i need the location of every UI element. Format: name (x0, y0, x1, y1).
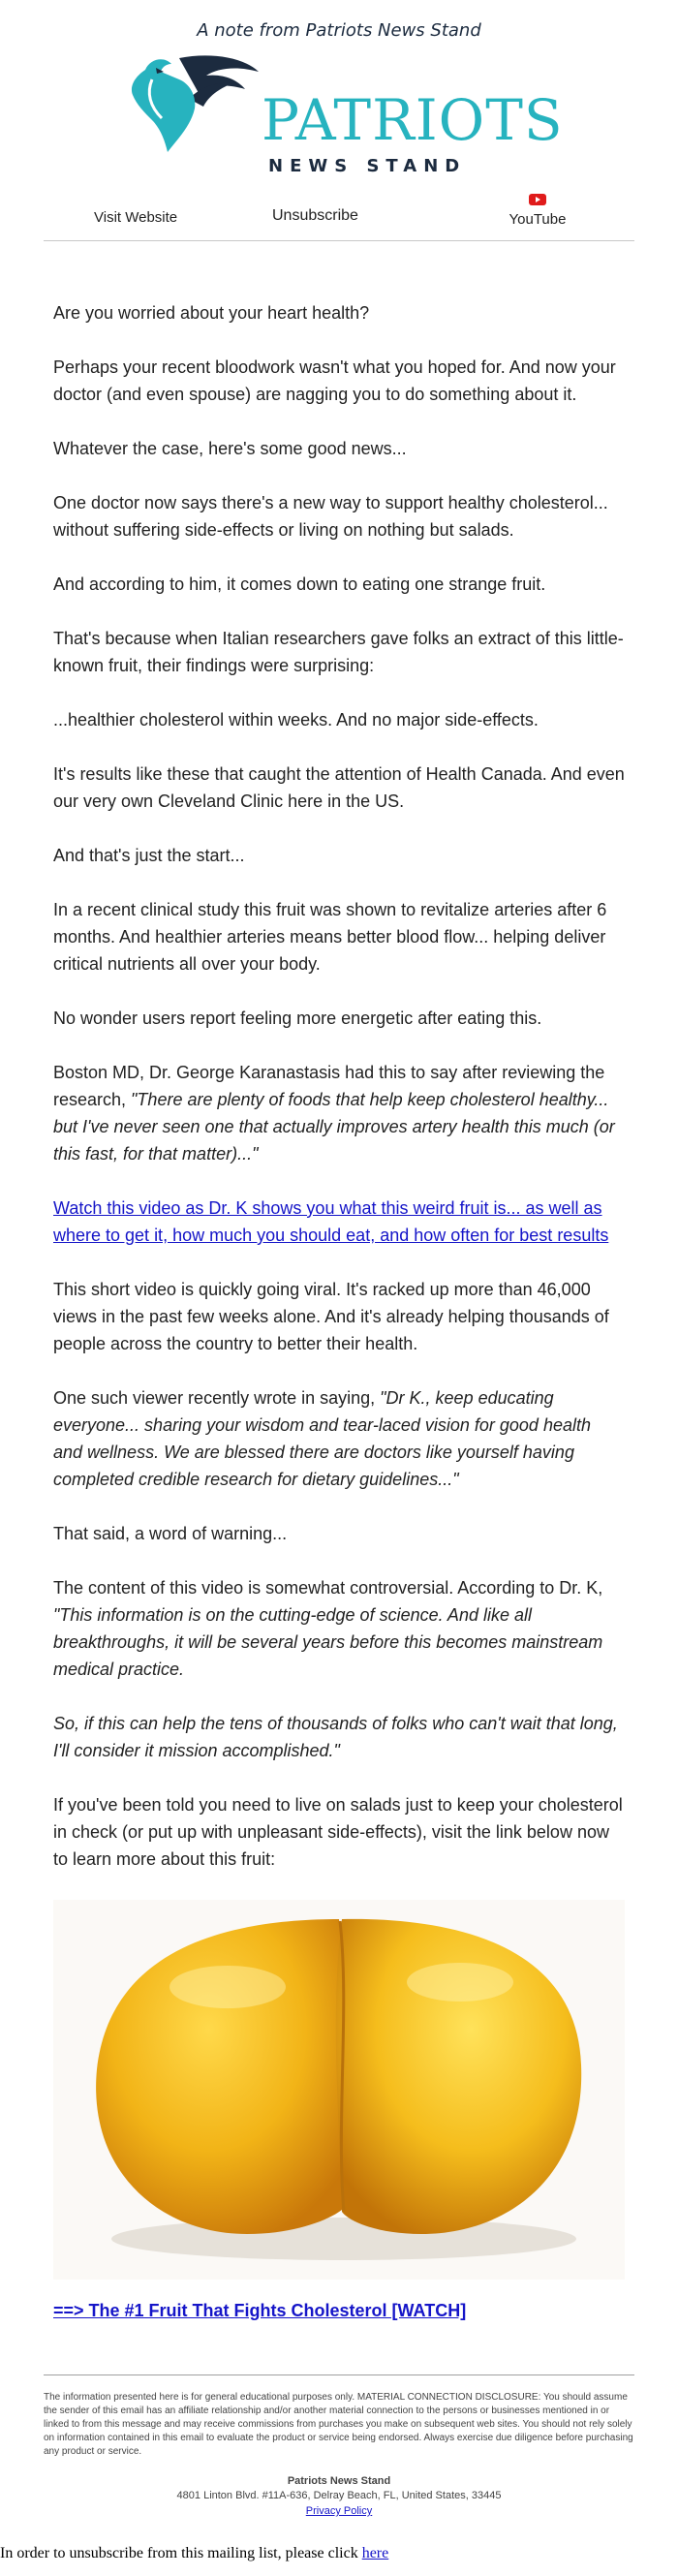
logo-subtitle: NEWS STAND (268, 156, 467, 176)
paragraph-text: One such viewer recently wrote in saying, (53, 1388, 381, 1408)
email-body (53, 241, 625, 1873)
quote-paragraph (53, 1059, 625, 1167)
email-header (44, 0, 634, 241)
fruit-video-cta-link[interactable]: ==> The #1 Fruit That Fights Cholesterol [WATCH] (53, 2301, 467, 2320)
email-footer (44, 2374, 634, 2519)
paragraph: ...healthier cholesterol within weeks. And no major side-effects. (53, 710, 539, 729)
video-link-paragraph (53, 1195, 625, 1249)
doctor-quote: So, if this can help the tens of thousands of folks who can't wait that long, I'll consider it mission accomplished." (53, 1714, 618, 1760)
youtube-link[interactable]: YouTube (508, 211, 567, 228)
doctor-quote: "This information is on the cutting-edge of science. And like all breakthroughs, it will be several years before this becomes mainstream medical practice. (53, 1605, 603, 1679)
paragraph: And according to him, it comes down to eating one strange fruit. (53, 574, 546, 594)
paragraph: It's results like these that caught the attention of Health Canada. And even our very own Cleveland Clinic here in the US. (53, 764, 625, 811)
unsubscribe-text: In order to unsubscribe from this mailing list, please click (0, 2545, 362, 2561)
company-name: Patriots News Stand (287, 2475, 391, 2487)
paragraph: Are you worried about your heart health? (53, 303, 370, 323)
tagline: A note from Patriots News Stand (197, 20, 481, 41)
quote-paragraph (53, 1384, 625, 1493)
unsubscribe-link[interactable]: Unsubscribe (272, 207, 358, 224)
privacy-row (44, 2503, 634, 2519)
paragraph: No wonder users report feeling more energetic after eating this. (53, 1009, 542, 1028)
paragraph: If you've been told you need to live on salads just to keep your cholesterol in check (or put up with unpleasant side-effects), visit the link below now to learn more about this fruit: (53, 1795, 623, 1869)
fruit-illustration (53, 1900, 625, 2280)
eagle-icon (44, 50, 266, 157)
unsubscribe-here-link[interactable]: here (361, 2545, 389, 2561)
disclaimer: The information presented here is for general educational purposes only. MATERIAL CONNECTION DISCLOSURE: You should assume the sender of this email has an affiliate relationship and/or another material connection to the persons or businesses mentioned in or linked to from this message and may receive commissions from purchases you make on subsequent web sites. You should not rely solely on information contained in this email to evaluate the product or service being endorsed. Always exercise due diligence before purchasing any product or service. (44, 2392, 633, 2457)
watch-video-link[interactable]: Watch this video as Dr. K shows you what this weird fruit is... as well as where to get it, how much you should eat, and how often for best results (53, 1198, 609, 1245)
company-address: 4801 Linton Blvd. #11A-636, Delray Beach, FL, United States, 33445 (176, 2490, 502, 2501)
paragraph: Perhaps your recent bloodwork wasn't what you hoped for. And now your doctor (and even spouse) are nagging you to do something about it. (53, 357, 616, 404)
paragraph-text: The content of this video is somewhat controversial. According to Dr. K, (53, 1578, 603, 1598)
paragraph: That's because when Italian researchers gave folks an extract of this little-known fruit, their findings were surprising: (53, 629, 624, 675)
paragraph: This short video is quickly going viral. It's racked up more than 46,000 views in the past few weeks alone. And it's already helping thousands of people across the country to better their health. (53, 1280, 609, 1353)
paragraph: And that's just the start... (53, 846, 245, 865)
youtube-icon[interactable] (529, 194, 546, 205)
paragraph-text: Boston MD, Dr. George Karanastasis had this to say after reviewing the research, (53, 1063, 605, 1109)
quote-paragraph (53, 1574, 625, 1683)
quote-paragraph (53, 1710, 625, 1764)
mailing-list-unsubscribe (0, 2544, 388, 2563)
privacy-policy-link[interactable]: Privacy Policy (305, 2505, 373, 2517)
logo-wordmark: PATRIOTS (262, 87, 564, 153)
header-nav (44, 188, 634, 241)
viewer-quote: "Dr K., keep educating everyone... sharing your wisdom and tear-laced vision for good health and wellness. We are blessed there are doctors like yourself having completed credible research for dietary guidelines..." (53, 1388, 591, 1489)
paragraph: One doctor now says there's a new way to support healthy cholesterol... without suffering side-effects or living on nothing but salads. (53, 493, 608, 540)
fruit-image[interactable] (53, 1900, 625, 2280)
paragraph: Whatever the case, here's some good news... (53, 439, 407, 458)
cta-paragraph (53, 2299, 625, 2322)
doctor-quote: "There are plenty of foods that help keep cholesterol healthy... but I've never seen one that actually improves artery health this much (or this fast, for that matter)..." (53, 1090, 615, 1164)
paragraph: That said, a word of warning... (53, 1524, 288, 1543)
patriots-logo (44, 50, 634, 176)
visit-website-link[interactable]: Visit Website (94, 209, 178, 226)
paragraph: In a recent clinical study this fruit was shown to revitalize arteries after 6 months. And healthier arteries means better blood flow... helping deliver critical nutrients all over your body. (53, 900, 607, 974)
